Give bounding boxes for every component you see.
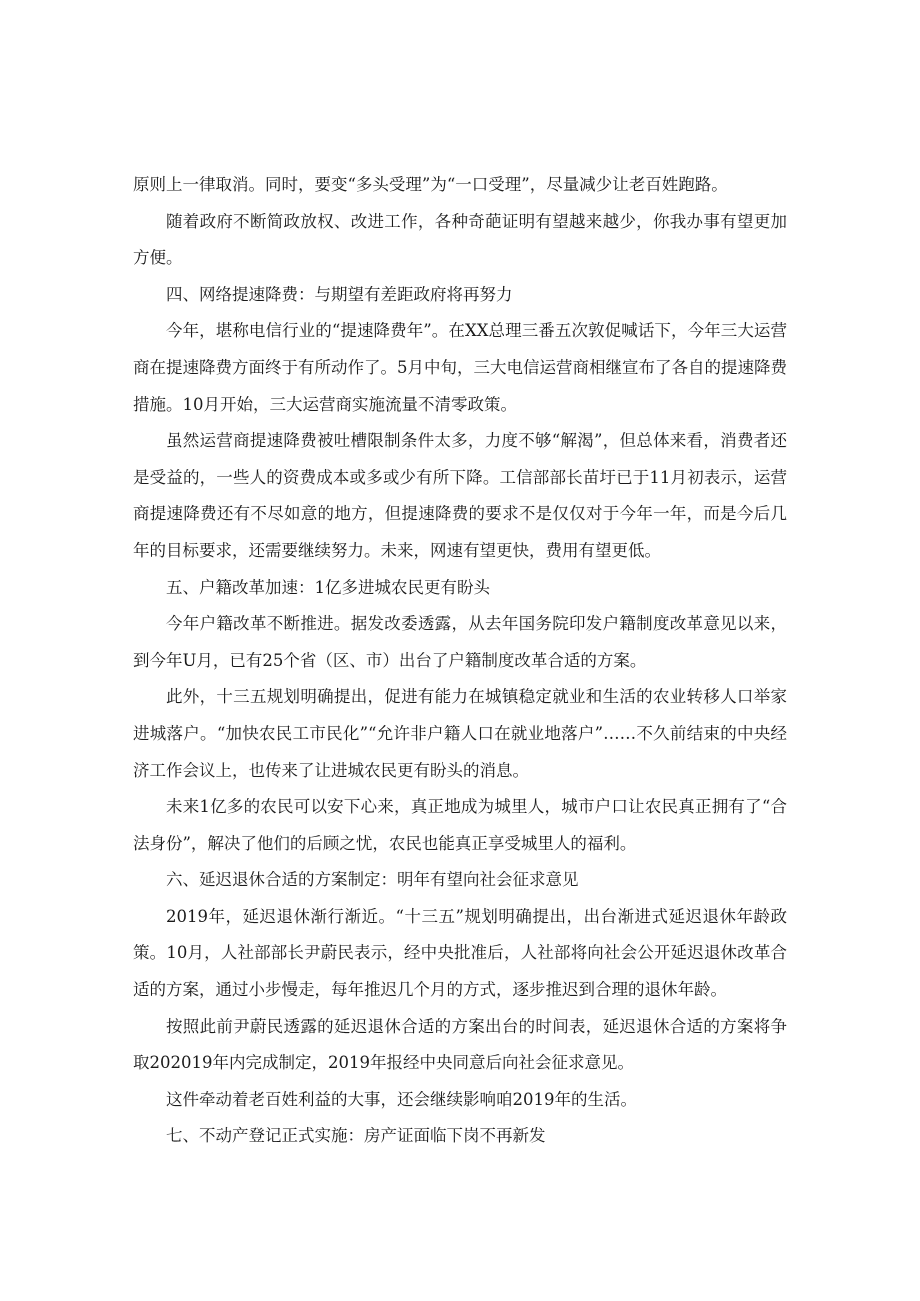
section-heading-4: 四、网络提速降费：与期望有差距政府将再努力 (166, 284, 513, 304)
paragraph-body: 这件牵动着老百姓利益的大事，还会继续影响咱2019年的生活。 (166, 1089, 637, 1109)
paragraph-body: 按照此前尹蔚民透露的延迟退休合适的方案出台的时间表，延迟退休合适的方案将争取202019年内完成制定，2019年报经中央同意后向社会征求意见。 (133, 1016, 787, 1073)
paragraph-body: 未来1亿多的农民可以安下心来，真正地成为城里人，城市户口让农民真正拥有了“合法身份”，解决了他们的后顾之忧，农民也能真正享受城里人的福利。 (133, 797, 787, 853)
section-heading-5: 五、户籍改革加速：1亿多进城农民更有盼头 (166, 577, 490, 597)
paragraph-body: 随着政府不断简政放权、改进工作，各种奇葩证明有望越来越少，你我办事有望更加方便。 (133, 211, 787, 268)
paragraph-body: 此外，十三五规划明确提出，促进有能力在城镇稳定就业和生活的农业转移人口举家进城落户。“加快农民工市民化”“允许非户籍人口在就业地落户”……不久前结束的中央经济工作会议上，也传来了让进城农民更有盼头的消息。 (133, 687, 787, 780)
paragraph-body: 2019年，延迟退休渐行渐近。“十三五”规划明确提出，出台渐进式延迟退休年龄政策。10月，人社部部长尹蔚民表示，经中央批准后，人社部将向社会公开延迟退休改革合适的方案，通过小步慢走，每年推迟几个月的方式，逐步推迟到合理的退休年龄。 (133, 906, 787, 1000)
paragraph-body: 今年户籍改革不断推进。据发改委透露，从去年国务院印发户籍制度改革意见以来，到今年U月，已有25个省（区、市）出台了户籍制度改革合适的方案。 (133, 614, 787, 670)
paragraph-continuation: 原则上一律取消。同时，要变“多头受理”为“一口受理”，尽量减少让老百姓跑路。 (133, 175, 728, 194)
section-heading-7: 七、不动产登记正式实施：房产证面临下岗不再新发 (166, 1126, 546, 1146)
paragraph-body: 虽然运营商提速降费被吐槽限制条件太多，力度不够“解渴”，但总体来看，消费者还是受益的，一些人的资费成本或多或少有所下降。工信部部长苗圩已于11月初表示，运营商提速降费还有不尽如意的地方，但提速降费的要求不是仅仅对于今年一年，而是今后几年的目标要求，还需要继续努力。未来，网速有望更快，费用有望更低。 (133, 431, 787, 560)
paragraph-body: 今年，堪称电信行业的“提速降费年”。在XX总理三番五次敦促喊话下，今年三大运营商在提速降费方面终于有所动作了。5月中旬，三大电信运营商相继宣布了各自的提速降费措施。10月开始，三大运营商实施流量不清零政策。 (133, 321, 787, 414)
document-body (133, 167, 787, 1155)
section-heading-6: 六、延迟退休合适的方案制定：明年有望向社会征求意见 (166, 870, 579, 890)
